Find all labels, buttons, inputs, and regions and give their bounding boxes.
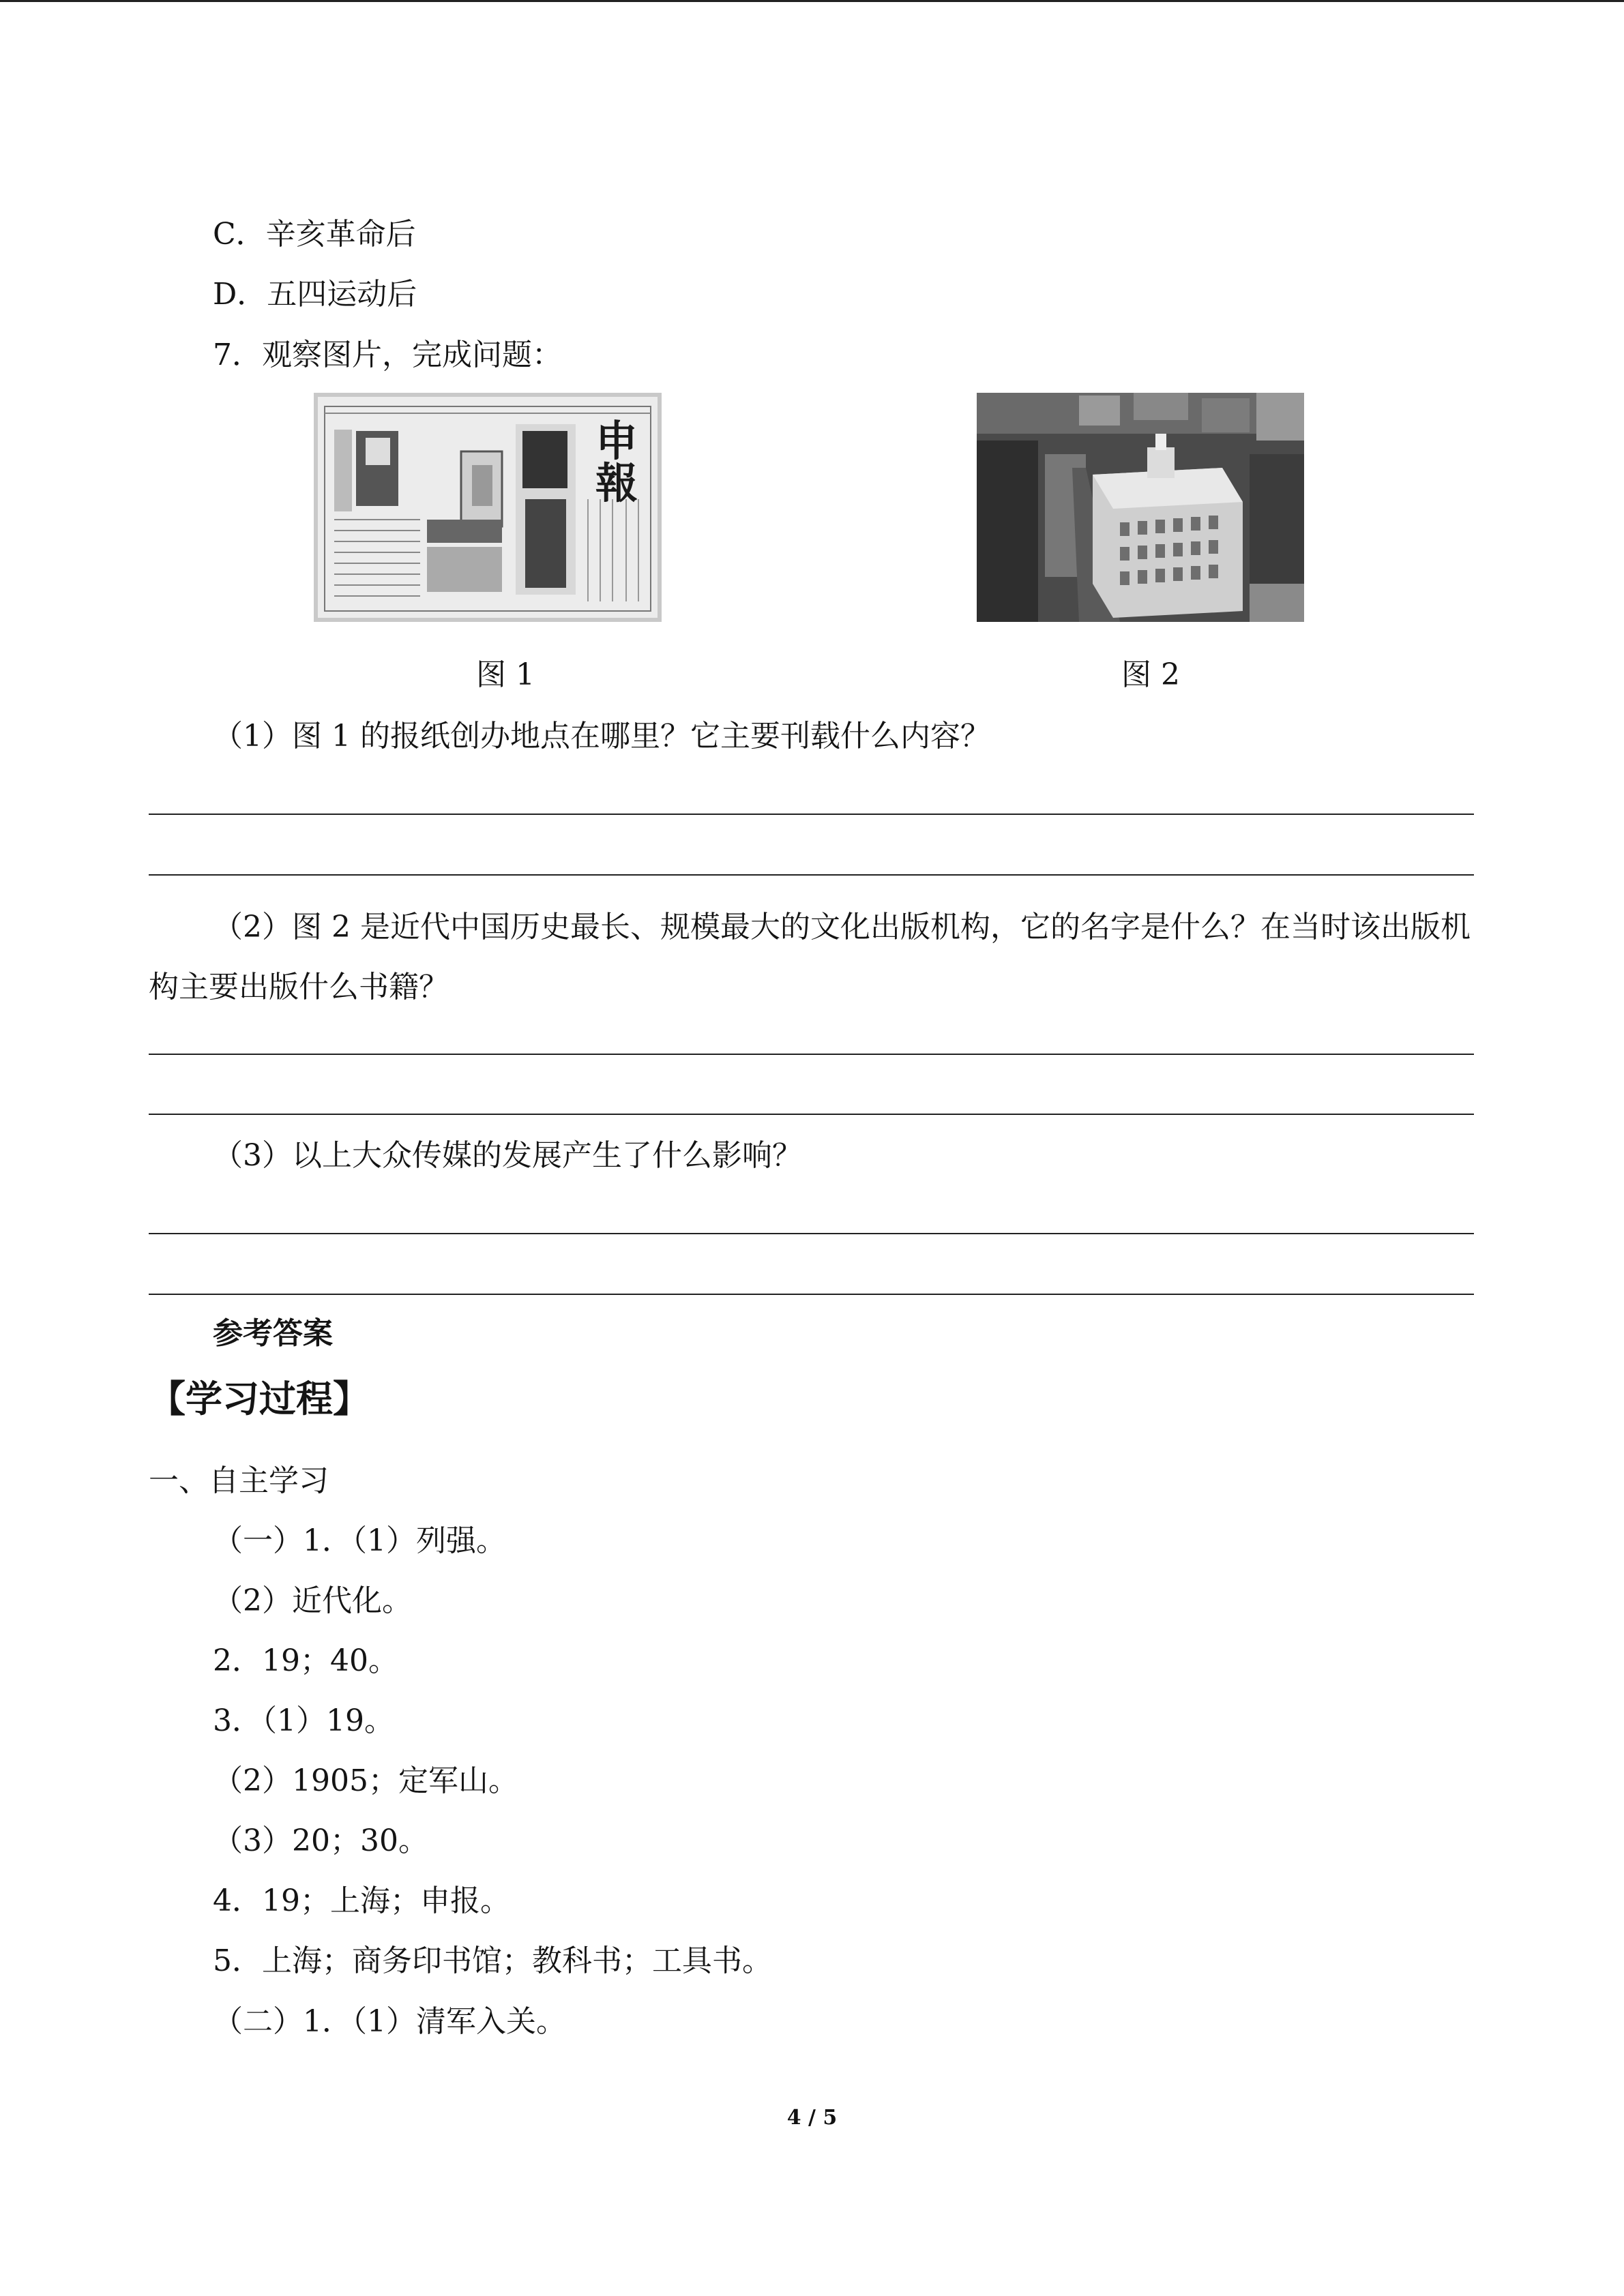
question-7-stem: 7．观察图片，完成问题： <box>213 338 562 372</box>
answer-line <box>149 1054 1474 1055</box>
answer-item: 4．19；上海；申报。 <box>213 1883 510 1918</box>
figure-1-caption: 图 1 <box>476 657 535 692</box>
section-heading: 【学习过程】 <box>149 1377 370 1420</box>
answer-item: 3．（1）19。 <box>213 1703 394 1738</box>
figure-2-building-photo <box>977 393 1304 622</box>
part-1-heading: 一、自主学习 <box>149 1463 329 1498</box>
answer-item: 5．上海；商务印书馆；教科书；工具书。 <box>213 1943 772 1978</box>
option-c: C．辛亥革命后 <box>213 217 416 252</box>
question-7-part-3: （3）以上大众传媒的发展产生了什么影响？ <box>213 1138 802 1173</box>
answer-line <box>149 1294 1474 1295</box>
page-top-border <box>0 0 1624 2</box>
question-7-part-2: （2）图 2 是近代中国历史最长、规模最大的文化出版机构，它的名字是什么？在当时该出版机构主要出版什么书籍？ <box>149 910 1471 1004</box>
page-number: 4 / 5 <box>786 2106 838 2130</box>
answer-item: （3）20；30。 <box>213 1823 428 1858</box>
answer-line <box>149 1114 1474 1115</box>
answer-line <box>149 814 1474 815</box>
answer-item: （二）1．（1）清军入关。 <box>213 2004 566 2039</box>
figure-2-caption: 图 2 <box>1121 657 1180 692</box>
answer-line <box>149 1233 1474 1234</box>
answers-heading: 参考答案 <box>213 1316 333 1351</box>
answer-line <box>149 874 1474 876</box>
answer-item: （一）1．（1）列强。 <box>213 1523 506 1558</box>
newspaper-masthead: 申報 <box>595 416 638 508</box>
answer-item: （2）1905；定军山。 <box>213 1763 518 1798</box>
answer-item: （2）近代化。 <box>213 1583 412 1618</box>
figure-1-newspaper-image <box>314 393 662 622</box>
option-d: D．五四运动后 <box>213 277 417 312</box>
question-7-part-1: （1）图 1 的报纸创办地点在哪里？它主要刊载什么内容？ <box>213 719 990 754</box>
answer-item: 2．19；40。 <box>213 1643 398 1678</box>
